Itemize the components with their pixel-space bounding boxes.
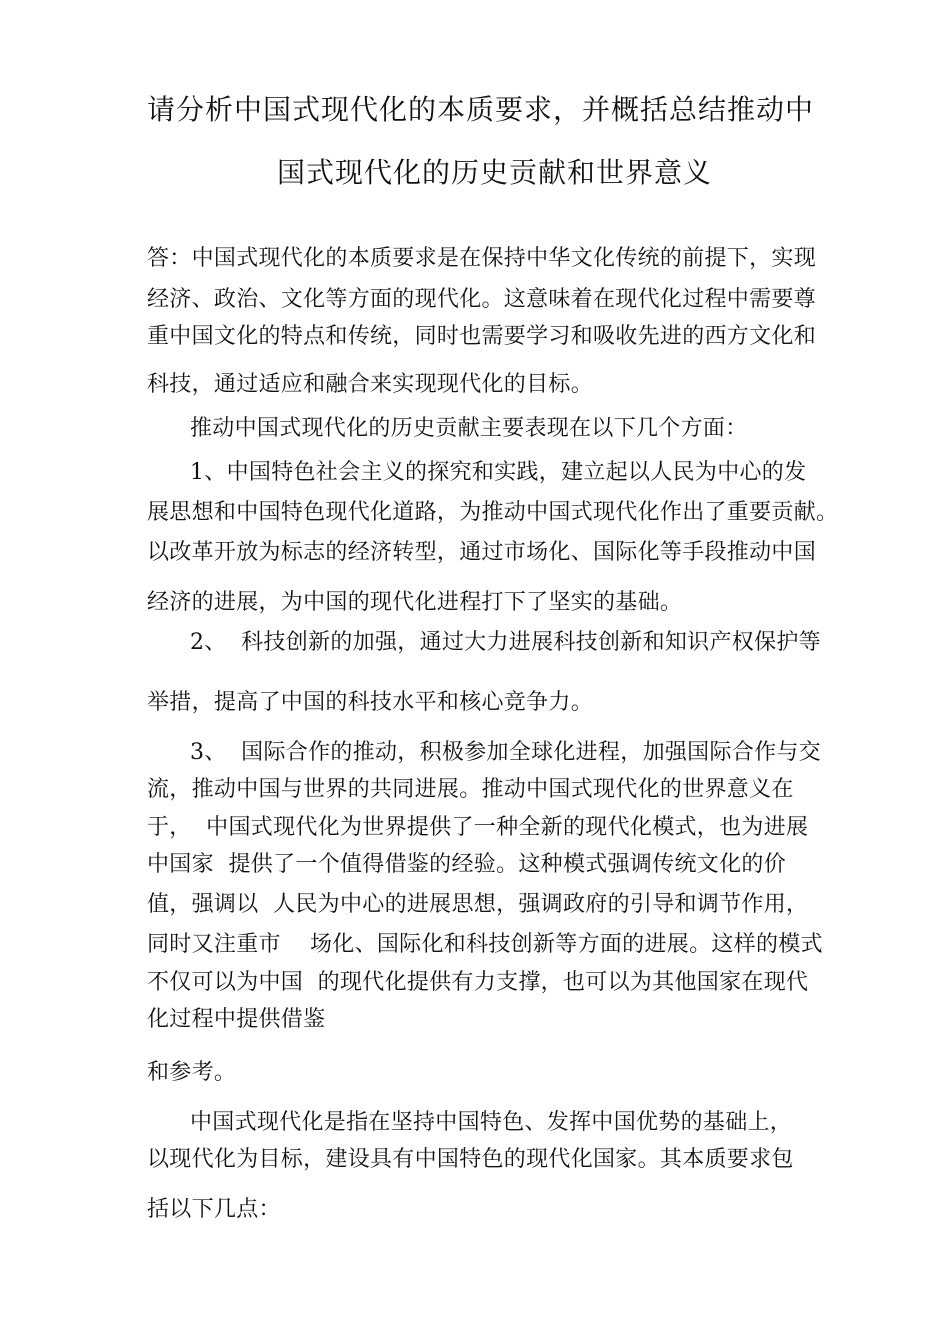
document-title-line-1: 请分析中国式现代化的本质要求，并概括总结推动中 — [147, 93, 815, 126]
body-line-18: 不仅可以为中国 的现代化提供有力支撑，也可以为其他国家在现代 — [147, 970, 809, 995]
body-line-17: 同时又注重市 场化、国际化和科技创新等方面的进展。这样的模式 — [147, 932, 823, 957]
body-line-5: 推动中国式现代化的历史贡献主要表现在以下几个方面： — [190, 416, 748, 441]
body-line-15: 中国家 提供了一个值得借鉴的经验。这种模式强调传统文化的价 — [147, 852, 786, 877]
body-line-23: 括以下几点： — [147, 1197, 281, 1222]
document-title-line-2: 国式现代化的历史贡献和世界意义 — [277, 156, 713, 189]
body-line-10: 2、 科技创新的加强，通过大力进展科技创新和知识产权保护等 — [190, 630, 821, 655]
body-line-7: 展思想和中国特色现代化道路，为推动中国式现代化作出了重要贡献。 — [147, 500, 839, 525]
body-line-4: 科技，通过适应和融合来实现现代化的目标。 — [147, 372, 594, 397]
body-line-21: 中国式现代化是指在坚持中国特色、发挥中国优势的基础上， — [190, 1110, 793, 1135]
body-line-3: 重中国文化的特点和传统，同时也需要学习和吸收先进的西方文化和 — [147, 324, 817, 349]
body-line-14: 于， 中国式现代化为世界提供了一种全新的现代化模式，也为进展 — [147, 815, 809, 840]
body-line-22: 以现代化为目标，建设具有中国特色的现代化国家。其本质要求包 — [147, 1147, 794, 1172]
body-line-8: 以改革开放为标志的经济转型，通过市场化、国际化等手段推动中国 — [147, 540, 817, 565]
body-line-2: 经济、政治、文化等方面的现代化。这意味着在现代化过程中需要尊 — [147, 287, 817, 312]
body-line-11: 举措，提高了中国的科技水平和核心竞争力。 — [147, 690, 594, 715]
body-line-20: 和参考。 — [147, 1060, 237, 1085]
body-line-13: 流，推动中国与世界的共同进展。推动中国式现代化的世界意义在 — [147, 777, 794, 802]
body-line-16: 值，强调以 人民为中心的进展思想，强调政府的引导和调节作用， — [147, 892, 809, 917]
body-line-19: 化过程中提供借鉴 — [147, 1007, 326, 1032]
body-line-6: 1、中国特色社会主义的探究和实践，建立起以人民为中心的发 — [190, 460, 807, 485]
body-line-1: 答：中国式现代化的本质要求是在保持中华文化传统的前提下，实现 — [147, 246, 817, 271]
body-line-9: 经济的进展，为中国的现代化进程打下了坚实的基础。 — [147, 590, 683, 615]
body-line-12: 3、 国际合作的推动，积极参加全球化进程，加强国际合作与交 — [190, 740, 821, 765]
